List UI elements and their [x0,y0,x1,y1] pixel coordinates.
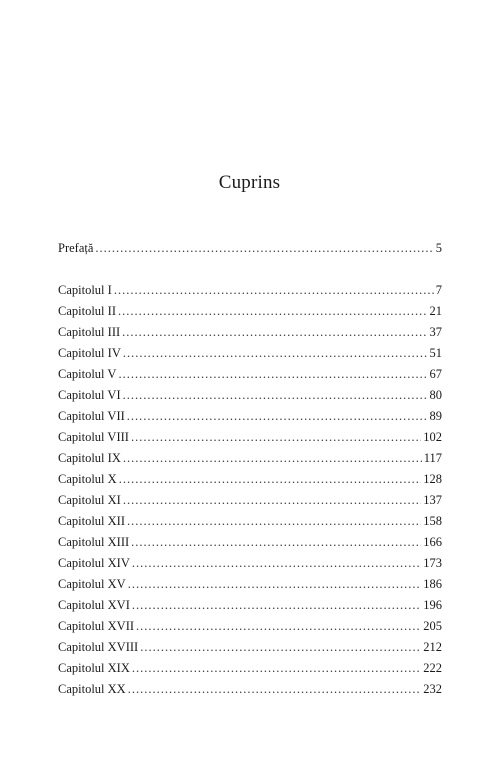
toc-entry-chapter[interactable] [58,638,442,656]
toc-entry-page-number: 80 [429,388,442,402]
toc-entry-label: Capitolul X [58,472,117,486]
toc-entry-label: Capitolul XV [58,577,126,591]
dot-leader [95,239,433,257]
toc-entry-label: Capitolul IV [58,346,121,360]
toc-entry-page-number: 37 [429,325,442,339]
toc-entry-label: Capitolul VIII [58,430,129,444]
toc-entry-label: Capitolul V [58,367,117,381]
toc-entry-chapter[interactable] [58,302,442,320]
toc-entry-page-number: 128 [423,472,442,486]
toc-entry-page-number: 102 [423,430,442,444]
toc-entry-label: Capitolul XI [58,493,121,507]
toc-entry-page-number: 232 [423,682,442,696]
toc-entry-page-number: 205 [423,619,442,633]
dot-leader [131,428,421,446]
toc-entry-chapter[interactable] [58,386,442,404]
toc-entry-label: Capitolul XII [58,514,126,528]
toc-entry-page-number: 117 [423,451,442,465]
toc-entry-chapter[interactable] [58,428,442,446]
toc-entry-page-number: 7 [435,283,442,297]
dot-leader [127,512,421,530]
toc-entry-label: Capitolul XX [58,682,126,696]
toc-entry-page-number: 67 [429,367,442,381]
toc-entry-label: Prefață [58,241,94,255]
toc-entry-label: Capitolul II [58,304,116,318]
toc-entry-page-number: 186 [423,577,442,591]
toc-entry-page-number: 51 [429,346,442,360]
toc-entry-chapter[interactable] [58,470,442,488]
dot-leader [123,449,422,467]
toc-entry-chapter[interactable] [58,680,442,698]
toc-entry-chapter[interactable] [58,659,442,677]
toc-entry-label: Capitolul VII [58,409,125,423]
toc-entry-page-number: 173 [423,556,442,570]
dot-leader [114,281,434,299]
toc-entry-chapter[interactable] [58,449,442,467]
toc-entry-label: Capitolul XVIII [58,640,139,654]
toc-entry-label: Capitolul XIX [58,661,130,675]
toc-entry-chapter[interactable] [58,491,442,509]
toc-entry-label: Capitolul XIV [58,556,130,570]
dot-leader [131,533,421,551]
dot-leader [132,596,421,614]
toc-entry-page-number: 166 [423,535,442,549]
toc-entry-page-number: 21 [429,304,442,318]
dot-leader [132,554,421,572]
toc-entry-chapter[interactable] [58,281,442,299]
dot-leader [136,617,421,635]
toc-entry-page-number: 5 [435,241,442,255]
toc-entry-label: Capitolul III [58,325,121,339]
toc-entry-chapter[interactable] [58,617,442,635]
dot-leader [123,344,428,362]
toc-entry-chapter[interactable] [58,554,442,572]
toc-entry-chapter[interactable] [58,344,442,362]
toc-entry-label: Capitolul IX [58,451,121,465]
toc-entry-page-number: 89 [429,409,442,423]
dot-leader [140,638,421,656]
toc-entry-chapter[interactable] [58,365,442,383]
toc-entry-label: Capitolul XVII [58,619,135,633]
toc-entry-chapter[interactable] [58,575,442,593]
toc-entry-page-number: 222 [423,661,442,675]
dot-leader [128,575,422,593]
toc-entry-label: Capitolul I [58,283,112,297]
toc-entry-chapter[interactable] [58,533,442,551]
toc-entry-chapter[interactable] [58,323,442,341]
dot-leader [122,323,427,341]
toc-entry-page-number: 137 [423,493,442,507]
toc-entry-label: Capitolul XIII [58,535,130,549]
toc-entry-chapter[interactable] [58,596,442,614]
toc-entry-chapter[interactable] [58,512,442,530]
dot-leader [128,680,422,698]
dot-leader [123,491,421,509]
toc-entry-chapter[interactable] [58,407,442,425]
dot-leader [119,470,422,488]
toc-entry-page-number: 212 [423,640,442,654]
toc-entry-label: Capitolul VI [58,388,121,402]
dot-leader [123,386,428,404]
page-title: Cuprins [218,172,281,193]
dot-leader [127,407,428,425]
toc-entry-preface[interactable] [58,239,442,257]
toc-entry-page-number: 158 [423,514,442,528]
dot-leader [118,365,427,383]
dot-leader [118,302,428,320]
toc-entry-page-number: 196 [423,598,442,612]
toc-entry-label: Capitolul XVI [58,598,130,612]
dot-leader [132,659,421,677]
